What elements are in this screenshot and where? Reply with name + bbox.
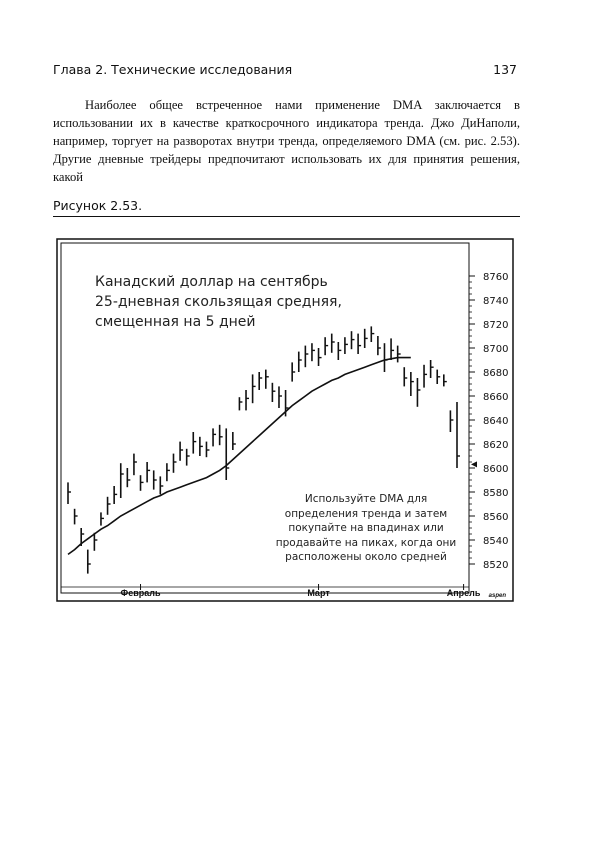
y-tick-label-3: 8580 <box>483 488 509 499</box>
figure-caption: Рисунок 2.53. <box>53 198 143 213</box>
y-tick-label-9: 8700 <box>483 344 509 355</box>
y-tick-label-6: 8640 <box>483 416 509 427</box>
corner-logo-mark: aspen <box>488 593 506 599</box>
y-tick-label-0: 8520 <box>483 560 509 571</box>
y-tick-label-10: 8720 <box>483 320 509 331</box>
page-header <box>53 62 517 77</box>
y-tick-label-4: 8600 <box>483 464 509 475</box>
chart-title-block <box>95 272 342 332</box>
body-paragraph: Наиболее общее встреченное нами применение DMA заключается в использовании их в качестве краткосрочного индикатора тренда. Джо ДиНаполи, например, торгует на разворотах внутри тренда, определяемого DMA (см. рис. 2.53). Другие дневные трейдеры предпочитают использовать их для принятия решения, какой <box>53 98 520 184</box>
x-tick-label-1: Март <box>307 588 330 598</box>
caption-rule <box>53 216 520 217</box>
y-tick-label-11: 8740 <box>483 296 509 307</box>
x-tick-label-0: Февраль <box>120 588 161 598</box>
y-tick-label-7: 8660 <box>483 392 509 403</box>
x-tick-label-2: Апрель <box>446 588 481 598</box>
chart-annotation: Используйте DMA для определения тренда и затем покупайте на впадинах или продавайте на пиках, когда они расположены около средней <box>275 493 457 563</box>
y-tick-label-2: 8560 <box>483 512 509 523</box>
chart-title-line-2: 25-дневная скользящая средняя, <box>95 294 342 310</box>
chart-title-line-3: смещенная на 5 дней <box>95 314 256 330</box>
chart-title-line-1: Канадский доллар на сентябрь <box>95 274 328 290</box>
y-tick-label-1: 8540 <box>483 536 509 547</box>
y-tick-label-12: 8760 <box>483 272 509 283</box>
page-number: 137 <box>493 62 517 77</box>
y-tick-label-5: 8620 <box>483 440 509 451</box>
running-title: Глава 2. Технические исследования <box>53 62 293 77</box>
y-tick-label-8: 8680 <box>483 368 509 379</box>
